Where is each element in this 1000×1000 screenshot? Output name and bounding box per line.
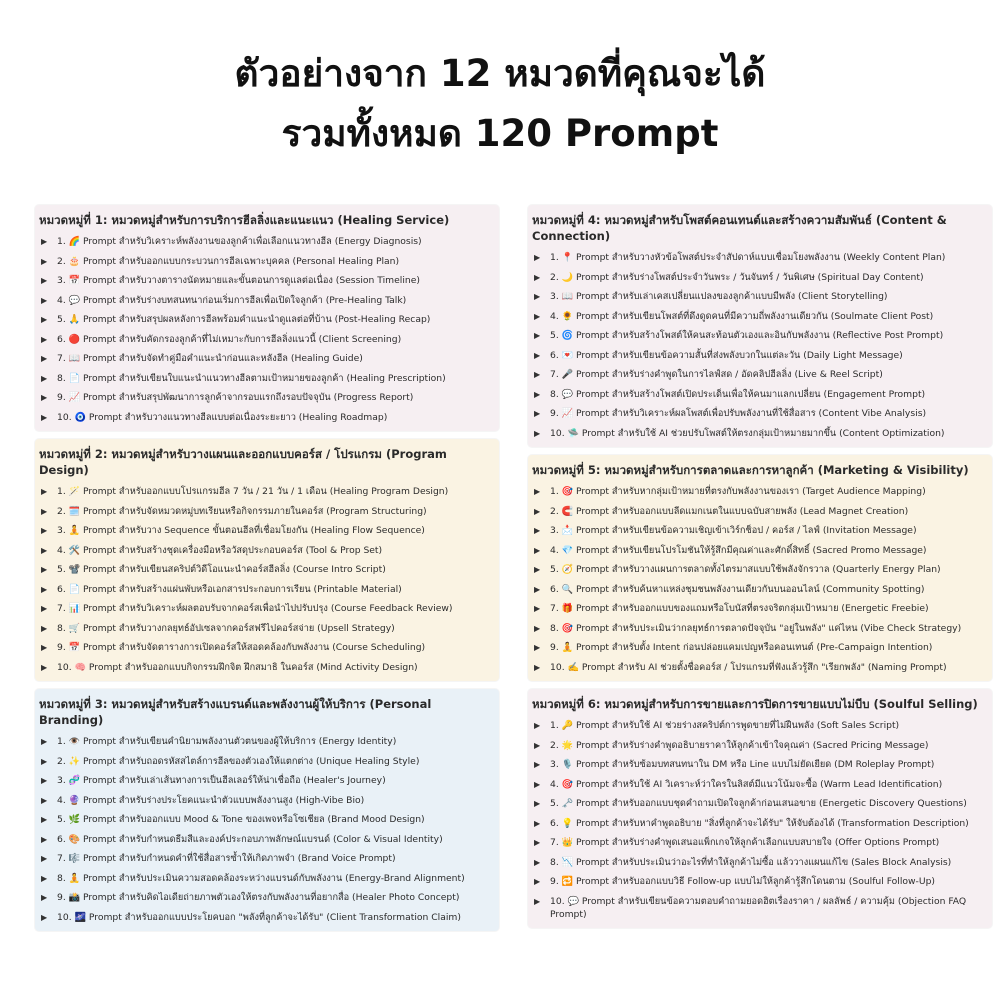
prompt-label: 9. 🧘 Prompt สำหรับตั้ง Intent ก่อนปล่อยแคมเปญหรือคอนเทนต์ (Pre-Campaign Intention) xyxy=(550,642,933,653)
toggle-list-item[interactable] xyxy=(39,369,493,389)
toggle-list-item[interactable] xyxy=(39,291,493,311)
toggle-list-item[interactable] xyxy=(532,287,986,307)
triangle-right-icon[interactable]: ▶ xyxy=(41,815,48,824)
toggle-list-item[interactable] xyxy=(532,346,986,366)
prompt-label: 4. 💎 Prompt สำหรับเขียนโปรโมชันให้รู้สึกมีคุณค่าและศักดิ์สิทธิ์ (Sacred Promo Message) xyxy=(550,544,927,556)
prompt-label: 10. 🧿 Prompt สำหรับวางแนวทางฮีลแบบต่อเนื่องระยะยาว (Healing Roadmap) xyxy=(57,411,388,423)
toggle-list-item[interactable] xyxy=(532,599,986,619)
triangle-right-icon[interactable]: ▶ xyxy=(534,409,541,418)
toggle-list-item[interactable] xyxy=(39,599,493,619)
toggle-list-item[interactable] xyxy=(39,810,493,830)
headline-line-2: รวมทั้งหมด 120 Prompt xyxy=(281,112,719,155)
toggle-list-item[interactable] xyxy=(39,560,493,580)
prompt-label: 7. 📖 Prompt สำหรับจัดทำคู่มือคำแนะนำก่อนและหลังฮีล (Healing Guide) xyxy=(57,353,363,364)
prompt-label: 9. 📸 Prompt สำหรับคิดไอเดียถ่ายภาพตัวเองให้ตรงกับพลังงานที่อยากสื่อ (Healer Photo Concept) xyxy=(57,892,460,903)
triangle-right-icon[interactable]: ▶ xyxy=(41,545,48,555)
toggle-list-item[interactable] xyxy=(532,853,986,873)
category-title: หมวดหมู่ที่ 3: หมวดหมู่สำหรับสร้างแบรนด์และพลังงานผู้ให้บริการ (Personal Branding) xyxy=(39,697,432,727)
toggle-list-item[interactable] xyxy=(532,638,986,658)
toggle-list-item[interactable] xyxy=(532,424,986,444)
triangle-right-icon[interactable]: ▶ xyxy=(534,350,541,360)
triangle-right-icon[interactable]: ▶ xyxy=(534,487,541,496)
toggle-list-item[interactable] xyxy=(532,521,986,541)
triangle-right-icon[interactable]: ▶ xyxy=(41,623,48,633)
triangle-right-icon[interactable]: ▶ xyxy=(534,389,541,399)
prompt-label: 7. 🎁 Prompt สำหรับออกแบบของแถมหรือโบนัสที่ตรงจริตกลุ่มเป้าหมาย (Energetic Freebie) xyxy=(550,603,929,614)
toggle-list-item[interactable] xyxy=(39,408,493,428)
toggle-list-item[interactable] xyxy=(532,502,986,522)
toggle-list-item[interactable] xyxy=(532,872,986,892)
triangle-right-icon[interactable]: ▶ xyxy=(41,893,48,902)
triangle-right-icon[interactable]: ▶ xyxy=(41,737,48,746)
category-card xyxy=(528,205,992,447)
prompt-label: 3. 📖 Prompt สำหรับเล่าเคสเปลี่ยนแปลงของลูกค้าแบบมีพลัง (Client Storytelling) xyxy=(550,291,888,302)
prompt-label: 6. 🔍 Prompt สำหรับค้นหาแหล่งชุมชนพลังงานเดียวกันบนออนไลน์ (Community Spotting) xyxy=(550,583,925,595)
category-title: หมวดหมู่ที่ 2: หมวดหมู่สำหรับวางแผนและออกแบบคอร์ส / โปรแกรม (Program Design) xyxy=(39,447,447,477)
category-card xyxy=(35,689,499,931)
toggle-list-item[interactable] xyxy=(532,658,986,678)
triangle-right-icon[interactable]: ▶ xyxy=(41,412,48,422)
prompt-label: 8. 💬 Prompt สำหรับสร้างโพสต์เปิดประเด็นเพื่อให้คนมาแลกเปลี่ยน (Engagement Prompt) xyxy=(550,388,926,400)
prompt-label: 7. 📊 Prompt สำหรับวิเคราะห์ผลตอบรับจากคอร์สเพื่อนำไปปรับปรุง (Course Feedback Review) xyxy=(57,603,453,614)
toggle-list-item[interactable] xyxy=(39,330,493,350)
category-title: หมวดหมู่ที่ 5: หมวดหมู่สำหรับการตลาดและการหาลูกค้า (Marketing & Visibility) xyxy=(532,463,969,477)
triangle-right-icon[interactable]: ▶ xyxy=(41,526,48,535)
toggle-list-item[interactable] xyxy=(39,521,493,541)
toggle-list-item[interactable] xyxy=(39,252,493,272)
toggle-list-item[interactable] xyxy=(532,814,986,834)
triangle-right-icon[interactable]: ▶ xyxy=(534,253,541,262)
headline-line-1: ตัวอย่างจาก 12 หมวดที่คุณจะได้ xyxy=(234,52,766,95)
prompt-label: 10. 💬 Prompt สำหรับเขียนข้อความตอบคำถามยอดฮิตเรื่องราคา / ผลลัพธ์ / ความคุ้ม (Objection FAQ Prompt) xyxy=(550,895,967,920)
prompt-label: 7. 🎼 Prompt สำหรับกำหนดคำที่ใช้สื่อสารซ้ำให้เกิดภาพจำ (Brand Voice Prompt) xyxy=(57,853,396,864)
triangle-right-icon[interactable]: ▶ xyxy=(41,237,48,246)
triangle-right-icon[interactable]: ▶ xyxy=(534,643,541,652)
category-card xyxy=(35,205,499,431)
prompt-label: 5. 📽️ Prompt สำหรับเขียนสคริปต์วิดีโอแนะนำคอร์สฮีลลิ่ง (Course Intro Script) xyxy=(57,564,386,575)
triangle-right-icon[interactable]: ▶ xyxy=(41,776,48,785)
toggle-list-item[interactable] xyxy=(39,658,493,678)
prompt-label: 10. ✍️ Prompt สำหรับ AI ช่วยตั้งชื่อคอร์ส / โปรแกรมที่ฟังแล้วรู้สึก "เรียกพลัง" (Naming Prompt) xyxy=(550,661,947,673)
prompt-label: 9. 🔁 Prompt สำหรับออกแบบวิธี Follow-up แบบไม่ให้ลูกค้ารู้สึกโดนตาม (Soulful Follow-Up) xyxy=(550,876,936,887)
triangle-right-icon[interactable]: ▶ xyxy=(534,662,541,672)
toggle-list-item[interactable] xyxy=(39,752,493,772)
prompt-label: 2. 🧲 Prompt สำหรับออกแบบลีดแมกเนตในแบบฉบับสายพลัง (Lead Magnet Creation) xyxy=(550,505,909,517)
prompt-label: 5. 🧭 Prompt สำหรับวางแผนการตลาดทั้งไตรมาสแบบใช้พลังจักรวาล (Quarterly Energy Plan) xyxy=(550,564,941,575)
prompt-label: 9. 📈 Prompt สำหรับสรุปพัฒนาการลูกค้าจากรอบแรกถึงรอบปัจจุบัน (Progress Report) xyxy=(57,392,414,403)
triangle-right-icon[interactable]: ▶ xyxy=(534,760,541,769)
prompt-label: 9. 📅 Prompt สำหรับจัดตารางการเปิดคอร์สให้สอดคล้องกับพลังงาน (Course Scheduling) xyxy=(57,642,426,653)
triangle-right-icon[interactable]: ▶ xyxy=(534,877,541,886)
toggle-list-item[interactable] xyxy=(532,541,986,561)
triangle-right-icon[interactable]: ▶ xyxy=(41,756,48,766)
right-column xyxy=(528,205,992,936)
triangle-right-icon[interactable]: ▶ xyxy=(41,854,48,863)
toggle-list-item[interactable] xyxy=(39,830,493,850)
triangle-right-icon[interactable]: ▶ xyxy=(534,896,541,906)
prompt-label: 5. 🌿 Prompt สำหรับออกแบบ Mood & Tone ของเพจหรือโซเชียล (Brand Mood Design) xyxy=(57,814,425,825)
prompt-label: 6. 🔴 Prompt สำหรับคัดกรองลูกค้าที่ไม่เหมาะกับการฮีลลิ่งแนวนี้ (Client Screening) xyxy=(57,333,402,345)
triangle-right-icon[interactable]: ▶ xyxy=(41,256,48,266)
triangle-right-icon[interactable]: ▶ xyxy=(534,604,541,613)
triangle-right-icon[interactable]: ▶ xyxy=(534,565,541,574)
prompt-label: 10. 🌌 Prompt สำหรับออกแบบประโยคบอก "พลังที่ลูกค้าจะได้รับ" (Client Transformation Claim) xyxy=(57,911,461,923)
prompt-label: 8. 📄 Prompt สำหรับเขียนใบแนะนำแนวทางฮีลตามเป้าหมายของลูกค้า (Healing Prescription) xyxy=(57,372,446,384)
toggle-list-item[interactable] xyxy=(39,888,493,908)
triangle-right-icon[interactable]: ▶ xyxy=(41,506,48,516)
headline xyxy=(0,44,1000,164)
toggle-list-item[interactable] xyxy=(39,349,493,369)
toggle-list-item[interactable] xyxy=(532,794,986,814)
prompt-label: 2. 🎂 Prompt สำหรับออกแบบกระบวนการฮีลเฉพาะบุคคล (Personal Healing Plan) xyxy=(57,255,400,267)
toggle-list-item[interactable] xyxy=(532,268,986,288)
triangle-right-icon[interactable]: ▶ xyxy=(41,604,48,613)
triangle-right-icon[interactable]: ▶ xyxy=(41,373,48,383)
prompt-label: 3. 🎙️ Prompt สำหรับซ้อมบทสนทนาใน DM หรือ Line แบบไม่ยัดเยียด (DM Roleplay Prompt) xyxy=(550,759,935,770)
toggle-list-item[interactable] xyxy=(39,732,493,752)
toggle-list-item[interactable] xyxy=(532,326,986,346)
triangle-right-icon[interactable]: ▶ xyxy=(534,545,541,555)
left-column xyxy=(35,205,499,939)
triangle-right-icon[interactable]: ▶ xyxy=(41,912,48,922)
prompt-label: 5. 🙏 Prompt สำหรับสรุปผลหลังการฮีลพร้อมคำแนะนำดูแลต่อที่บ้าน (Post-Healing Recap) xyxy=(57,314,431,325)
triangle-right-icon[interactable]: ▶ xyxy=(41,487,48,496)
prompt-label: 6. 🎨 Prompt สำหรับกำหนดธีมสีและองค์ประกอบภาพลักษณ์แบรนด์ (Color & Visual Identity) xyxy=(57,833,443,845)
triangle-right-icon[interactable]: ▶ xyxy=(41,295,48,305)
category-card xyxy=(528,455,992,681)
toggle-list-item[interactable] xyxy=(532,580,986,600)
triangle-right-icon[interactable]: ▶ xyxy=(41,393,48,402)
toggle-list-item[interactable] xyxy=(39,638,493,658)
triangle-right-icon[interactable]: ▶ xyxy=(534,838,541,847)
toggle-list-item[interactable] xyxy=(39,869,493,889)
toggle-list-item[interactable] xyxy=(532,248,986,268)
triangle-right-icon[interactable]: ▶ xyxy=(41,334,48,344)
triangle-right-icon[interactable]: ▶ xyxy=(534,331,541,340)
triangle-right-icon[interactable]: ▶ xyxy=(534,818,541,828)
triangle-right-icon[interactable]: ▶ xyxy=(41,584,48,594)
category-card xyxy=(35,439,499,681)
category-card xyxy=(528,689,992,928)
triangle-right-icon[interactable]: ▶ xyxy=(41,662,48,672)
prompt-label: 6. 💌 Prompt สำหรับเขียนข้อความสั้นที่ส่งพลังบวกในแต่ละวัน (Daily Light Message) xyxy=(550,349,903,361)
prompt-label: 1. 🪄 Prompt สำหรับออกแบบโปรแกรมฮีล 7 วัน / 21 วัน / 1 เดือน (Healing Program Design) xyxy=(57,486,449,497)
triangle-right-icon[interactable]: ▶ xyxy=(41,643,48,652)
triangle-right-icon[interactable]: ▶ xyxy=(534,779,541,789)
triangle-right-icon[interactable]: ▶ xyxy=(41,276,48,285)
prompt-label: 5. 🗝️ Prompt สำหรับออกแบบชุดคำถามเปิดใจลูกค้าก่อนเสนอขาย (Energetic Discovery Questions) xyxy=(550,798,967,809)
toggle-list-item[interactable] xyxy=(532,385,986,405)
toggle-list-item[interactable] xyxy=(39,619,493,639)
triangle-right-icon[interactable]: ▶ xyxy=(534,526,541,535)
triangle-right-icon[interactable]: ▶ xyxy=(534,428,541,438)
toggle-list-item[interactable] xyxy=(532,755,986,775)
toggle-list-item[interactable] xyxy=(532,833,986,853)
toggle-list-item[interactable] xyxy=(532,482,986,502)
prompt-label: 2. 🌟 Prompt สำหรับร่างคำพูดอธิบายราคาให้ลูกค้าเข้าใจคุณค่า (Sacred Pricing Message) xyxy=(550,739,929,751)
toggle-list-item[interactable] xyxy=(39,482,493,502)
toggle-list-item[interactable] xyxy=(39,310,493,330)
triangle-right-icon[interactable]: ▶ xyxy=(534,799,541,808)
toggle-list-item[interactable] xyxy=(39,580,493,600)
triangle-right-icon[interactable]: ▶ xyxy=(534,311,541,321)
prompt-label: 4. 🛠️ Prompt สำหรับสร้างชุดเครื่องมือหรือวัสดุประกอบคอร์ส (Tool & Prop Set) xyxy=(57,544,383,556)
triangle-right-icon[interactable]: ▶ xyxy=(41,873,48,883)
prompt-label: 8. 🧘 Prompt สำหรับประเมินความสอดคล้องระหว่างแบรนด์กับพลังงาน (Energy-Brand Alignment) xyxy=(57,872,465,884)
prompt-label: 8. 📉 Prompt สำหรับประเมินว่าอะไรที่ทำให้ลูกค้าไม่ซื้อ แล้ววางแผนแก้ไข (Sales Block Analysis) xyxy=(550,856,952,868)
prompt-label: 7. 🎤 Prompt สำหรับร่างคำพูดในการไลฟ์สด / อัดคลิปฮีลลิ่ง (Live & Reel Script) xyxy=(550,369,883,380)
toggle-list-item[interactable] xyxy=(532,892,986,925)
prompt-label: 1. 📍 Prompt สำหรับวางหัวข้อโพสต์ประจำสัปดาห์แบบเชื่อมโยงพลังงาน (Weekly Content Plan) xyxy=(550,252,946,263)
toggle-list-item[interactable] xyxy=(39,541,493,561)
toggle-list-item[interactable] xyxy=(532,404,986,424)
triangle-right-icon[interactable]: ▶ xyxy=(534,584,541,594)
prompt-label: 3. 🧬 Prompt สำหรับเล่าเส้นทางการเป็นฮีลเลอร์ให้น่าเชื่อถือ (Healer's Journey) xyxy=(57,775,386,786)
triangle-right-icon[interactable]: ▶ xyxy=(534,623,541,633)
toggle-list-item[interactable] xyxy=(39,388,493,408)
triangle-right-icon[interactable]: ▶ xyxy=(534,721,541,730)
prompt-label: 1. 🎯 Prompt สำหรับหากลุ่มเป้าหมายที่ตรงกับพลังงานของเรา (Target Audience Mapping) xyxy=(550,486,926,497)
prompt-label: 9. 📈 Prompt สำหรับวิเคราะห์ผลโพสต์เพื่อปรับพลังงานที่ใช้สื่อสาร (Content Vibe Analysis) xyxy=(550,408,927,419)
prompt-label: 3. 📩 Prompt สำหรับเขียนข้อความเชิญเข้าเวิร์กช็อป / คอร์ส / ไลฟ์ (Invitation Message) xyxy=(550,525,917,536)
triangle-right-icon[interactable]: ▶ xyxy=(534,292,541,301)
toggle-list-item[interactable] xyxy=(39,849,493,869)
prompt-label: 7. 👑 Prompt สำหรับร่างคำพูดเสนอแพ็กเกจให้ลูกค้าเลือกแบบสบายใจ (Offer Options Prompt) xyxy=(550,837,940,848)
toggle-list-item[interactable] xyxy=(39,502,493,522)
prompt-label: 8. 🎯 Prompt สำหรับประเมินว่ากลยุทธ์การตลาดปัจจุบัน "อยู่ในพลัง" แค่ไหน (Vibe Check Strategy) xyxy=(550,622,962,634)
triangle-right-icon[interactable]: ▶ xyxy=(534,272,541,282)
prompt-label: 1. 👁️ Prompt สำหรับเขียนคำนิยามพลังงานตัวตนของผู้ให้บริการ (Energy Identity) xyxy=(57,736,397,747)
prompt-label: 3. 🧘 Prompt สำหรับวาง Sequence ขั้นตอนฮีลที่เชื่อมโยงกัน (Healing Flow Sequence) xyxy=(57,525,425,536)
triangle-right-icon[interactable]: ▶ xyxy=(534,506,541,516)
prompt-label: 3. 📅 Prompt สำหรับวางตารางนัดหมายและขั้นตอนการดูแลต่อเนื่อง (Session Timeline) xyxy=(57,275,420,286)
prompt-label: 1. 🔑 Prompt สำหรับใช้ AI ช่วยร่างสคริปต์การพูดขายที่ไม่ฝืนพลัง (Soft Sales Script) xyxy=(550,720,900,731)
prompt-label: 2. ✨ Prompt สำหรับถอดรหัสสไตล์การฮีลของตัวเองให้แตกต่าง (Unique Healing Style) xyxy=(57,755,420,767)
prompt-label: 2. 🗓️ Prompt สำหรับจัดหมวดหมู่บทเรียนหรือกิจกรรมภายในคอร์ส (Program Structuring) xyxy=(57,505,427,517)
category-title: หมวดหมู่ที่ 6: หมวดหมู่สำหรับการขายและการปิดการขายแบบไม่บีบ (Soulful Selling) xyxy=(532,697,978,711)
triangle-right-icon[interactable]: ▶ xyxy=(534,370,541,379)
category-title: หมวดหมู่ที่ 1: หมวดหมู่สำหรับการบริการฮีลลิ่งและแนะแนว (Healing Service) xyxy=(39,213,450,227)
prompt-label: 2. 🌙 Prompt สำหรับร่างโพสต์ประจำวันพระ / วันจันทร์ / วันพิเศษ (Spiritual Day Content) xyxy=(550,271,924,283)
toggle-list-item[interactable] xyxy=(39,908,493,928)
prompt-label: 6. 📄 Prompt สำหรับสร้างแผ่นพับหรือเอกสารประกอบการเรียน (Printable Material) xyxy=(57,583,402,595)
category-title: หมวดหมู่ที่ 4: หมวดหมู่สำหรับโพสต์คอนเทนต์และสร้างความสัมพันธ์ (Content & Connection) xyxy=(532,213,947,243)
prompt-label: 6. 💡 Prompt สำหรับหาคำพูดอธิบาย "สิ่งที่ลูกค้าจะได้รับ" ให้จับต้องได้ (Transformation Description) xyxy=(550,817,969,829)
toggle-list-item[interactable] xyxy=(39,271,493,291)
prompt-label: 1. 🌈 Prompt สำหรับวิเคราะห์พลังงานของลูกค้าเพื่อเลือกแนวทางฮีล (Energy Diagnosis) xyxy=(57,236,422,247)
prompt-label: 4. 🔮 Prompt สำหรับร่างประโยคแนะนำตัวแบบพลังงานสูง (High-Vibe Bio) xyxy=(57,794,365,806)
toggle-list-item[interactable] xyxy=(532,736,986,756)
toggle-list-item[interactable] xyxy=(39,232,493,252)
prompt-label: 4. 🎯 Prompt สำหรับใช้ AI วิเคราะห์ว่าใครในลิสต์มีแนวโน้มจะซื้อ (Warm Lead Identification) xyxy=(550,778,943,790)
toggle-list-item[interactable] xyxy=(532,716,986,736)
prompt-label: 10. 🛸 Prompt สำหรับใช้ AI ช่วยปรับโพสต์ให้ตรงกลุ่มเป้าหมายมากขึ้น (Content Optimization) xyxy=(550,427,945,439)
triangle-right-icon[interactable]: ▶ xyxy=(534,857,541,867)
prompt-label: 5. 🌀 Prompt สำหรับสร้างโพสต์ให้คนสะท้อนตัวเองและอินกับพลังงาน (Reflective Post Prompt) xyxy=(550,330,944,341)
triangle-right-icon[interactable]: ▶ xyxy=(41,315,48,324)
prompt-label: 4. 💬 Prompt สำหรับร่างบทสนทนาก่อนเริ่มการฮีลเพื่อเปิดใจลูกค้า (Pre-Healing Talk) xyxy=(57,294,407,306)
prompt-label: 8. 🛒 Prompt สำหรับวางกลยุทธ์อัปเซลจากคอร์สฟรีไปคอร์สจ่าย (Upsell Strategy) xyxy=(57,622,395,634)
toggle-list-item[interactable] xyxy=(532,775,986,795)
triangle-right-icon[interactable]: ▶ xyxy=(41,354,48,363)
toggle-list-item[interactable] xyxy=(532,365,986,385)
triangle-right-icon[interactable]: ▶ xyxy=(534,740,541,750)
toggle-list-item[interactable] xyxy=(39,791,493,811)
toggle-list-item[interactable] xyxy=(532,560,986,580)
toggle-list-item[interactable] xyxy=(532,619,986,639)
triangle-right-icon[interactable]: ▶ xyxy=(41,834,48,844)
toggle-list-item[interactable] xyxy=(532,307,986,327)
triangle-right-icon[interactable]: ▶ xyxy=(41,565,48,574)
toggle-list-item[interactable] xyxy=(39,771,493,791)
triangle-right-icon[interactable]: ▶ xyxy=(41,795,48,805)
prompt-label: 10. 🧠 Prompt สำหรับออกแบบกิจกรรมฝึกจิต ฝึกสมาธิ ในคอร์ส (Mind Activity Design) xyxy=(57,661,418,673)
prompt-label: 4. 🌻 Prompt สำหรับเขียนโพสต์ที่ดึงดูดคนที่มีความถี่พลังงานเดียวกัน (Soulmate Client Post) xyxy=(550,310,934,322)
